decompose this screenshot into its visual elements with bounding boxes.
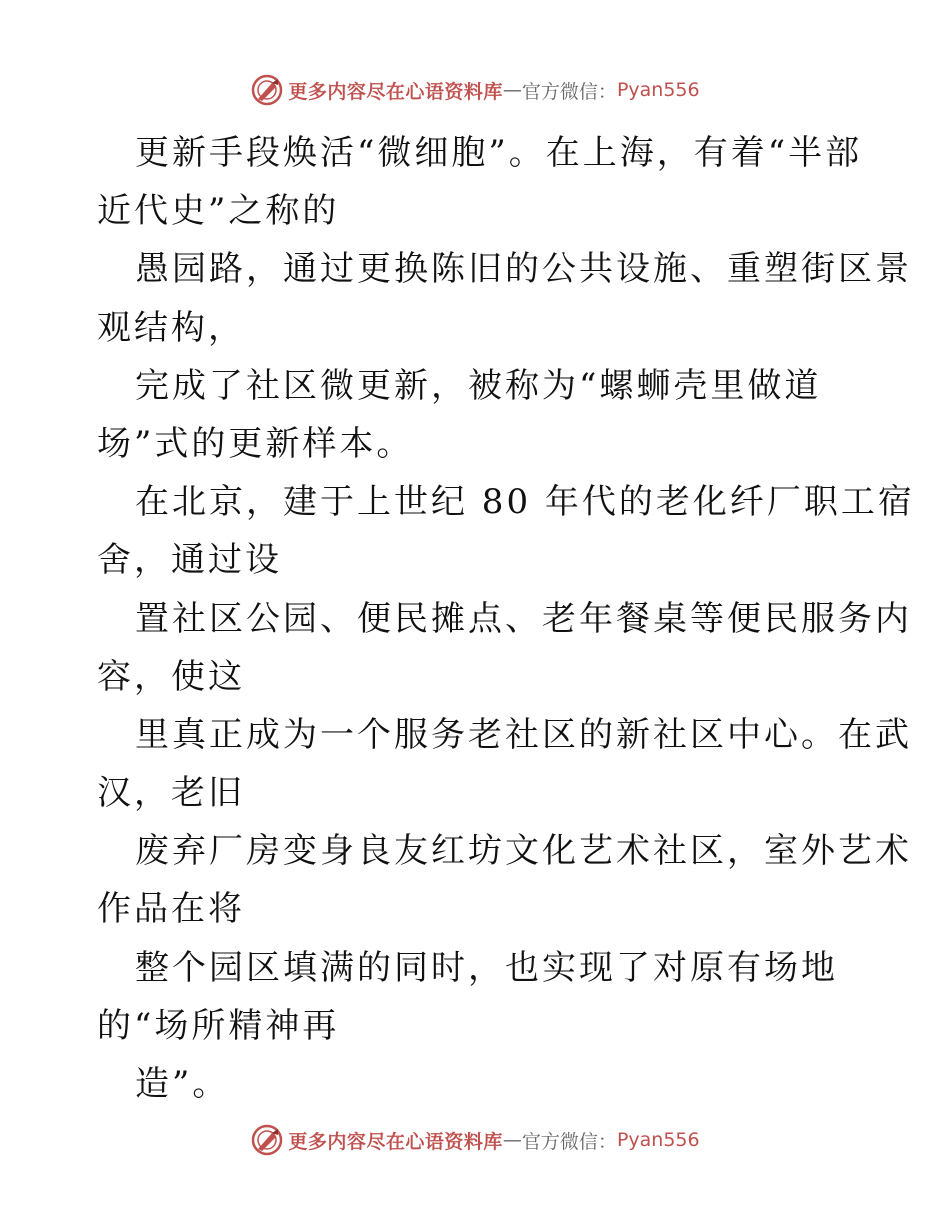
banner-wechat-label: 官方微信： <box>521 80 617 103</box>
pen-nib-logo-icon <box>250 73 284 107</box>
text-line: 愚园路，通过更换陈旧的公共设施、重塑街区景 <box>135 249 912 290</box>
header-banner <box>0 70 950 110</box>
text-line: 在北京，建于上世纪 80 年代的老化纤厂职工宿 <box>135 482 915 523</box>
text-line: 更新手段焕活“微细胞”。在上海，有着“半部 <box>135 133 863 173</box>
text-line: 作品在将 <box>97 889 245 930</box>
banner-wechat-id: Pyan556 <box>616 79 700 101</box>
banner-separator: — <box>502 1129 522 1151</box>
text-line: 置社区公园、便民摊点、老年餐桌等便民服务内 <box>135 598 912 639</box>
text-line: 的“场所精神再 <box>97 1005 340 1046</box>
text-line: 造”。 <box>135 1064 230 1104</box>
document-body <box>97 124 915 1113</box>
banner-main-text: 更多内容尽在心语资料库 <box>288 80 503 103</box>
text-line: 场”式的更新样本。 <box>97 423 414 464</box>
text-line: 观结构， <box>97 307 245 348</box>
text-line: 舍，通过设 <box>97 540 282 581</box>
text-line: 完成了社区微更新，被称为“螺蛳壳里做道 <box>135 365 822 406</box>
banner-main-text: 更多内容尽在心语资料库 <box>288 1130 503 1153</box>
banner-wechat-label: 官方微信： <box>521 1130 617 1153</box>
text-line: 汉，老旧 <box>97 773 245 814</box>
text-line: 里真正成为一个服务老社区的新社区中心。在武 <box>135 714 912 755</box>
text-line: 近代史”之称的 <box>97 191 340 232</box>
text-line: 整个园区填满的同时，也实现了对原有场地 <box>135 947 838 988</box>
text-line: 容，使这 <box>97 656 245 697</box>
pen-nib-logo-icon <box>250 1123 284 1157</box>
text-line: 废弃厂房变身良友红坊文化艺术社区，室外艺术 <box>135 831 912 872</box>
footer-banner <box>0 1120 950 1160</box>
banner-separator: — <box>502 79 522 101</box>
banner-wechat-id: Pyan556 <box>616 1129 700 1151</box>
